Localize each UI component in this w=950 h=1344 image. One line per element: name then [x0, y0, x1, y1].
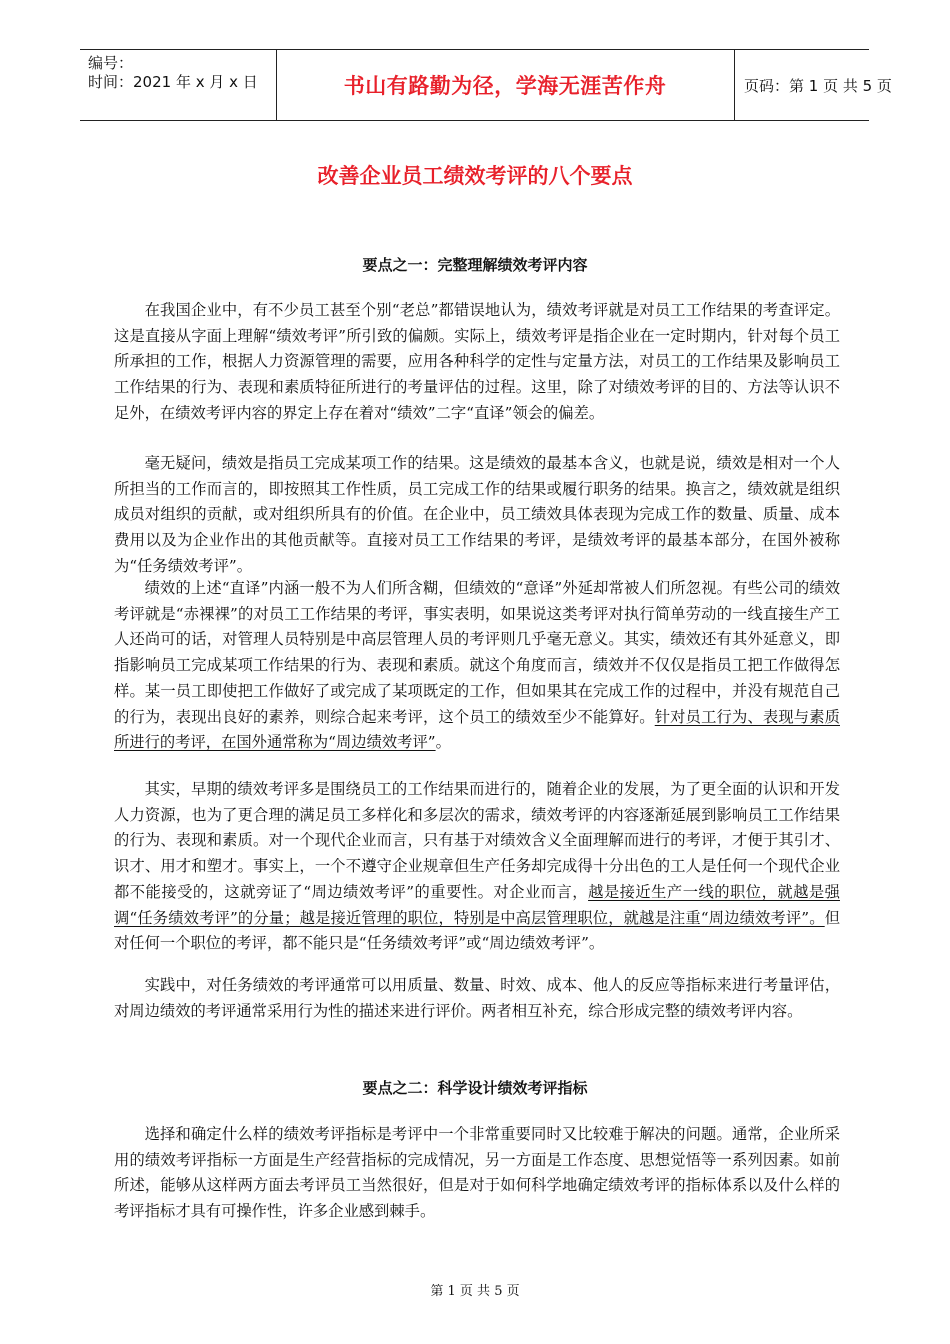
section1-heading: 要点之一：完整理解绩效考评内容	[362, 256, 588, 274]
paragraph: 毫无疑问，绩效是指员工完成某项工作的结果。这是绩效的最基本含义，也就是说，绩效是相对一个人所担当的工作而言的，即按照其工作性质，员工完成工作的结果或履行职务的结果。换言之，绩效就是组织成员对组织的贡献，或对组织所具有的价值。在企业中，员工绩效具体表现为完成工作的数量、质量、成本费用以及为企业作出的其他贡献等。直接对员工工作结果的考评，是绩效考评的最基本部分，在国外被称为“任务绩效考评”。	[114, 454, 840, 575]
header-motto: 书山有路勤为径，学海无涯苦作舟	[343, 74, 667, 98]
document-date-label: 时间：2021 年 x 月 x 日	[88, 73, 258, 91]
underlined-text: 针对员工行为、表现与素质所进行的考评，在国外通常称为“周边绩效考评”	[114, 707, 840, 752]
paragraph-text: 但对任何一个职位的考评，都不能只是“任务绩效考评”或“周边绩效考评”。	[114, 908, 840, 953]
underlined-text: 越是接近生产一线的职位，就越是强调“任务绩效考评”的分量；越是接近管理的职位，特别是中高层管理职位，就越是注重“周边绩效考评”。	[114, 882, 840, 927]
header-page-info: 页码：第 1 页 共 5 页	[744, 76, 892, 95]
page-header	[80, 49, 892, 121]
paragraph-text: 其实，早期的绩效考评多是围绕员工的工作结果而进行的，随着企业的发展，为了更全面的认识和开发人力资源，也为了更合理的满足员工多样化和多层次的需求，绩效考评的内容逐渐延展到影响员工工作结果的行为、表现和素质。对一个现代企业而言，只有基于对绩效含义全面理解而进行的考评，才便于其引才、识才、用才和塑才。事实上，一个不遵守企业规章但生产任务却完成得十分出色的工人是任何一个现代企业都不能接受的，这就旁证了“周边绩效考评”的重要性。对企业而言，	[114, 780, 840, 901]
paragraph	[114, 777, 840, 957]
paragraph	[114, 576, 840, 756]
paragraph: 选择和确定什么样的绩效考评指标是考评中一个非常重要同时又比较难于解决的问题。通常，企业所采用的绩效考评指标一方面是生产经营指标的完成情况，另一方面是工作态度、思想觉悟等一系列因素。如前所述，能够从这样两方面去考评员工当然很好，但是对于如何科学地确定绩效考评的指标体系以及什么样的考评指标才具有可操作性，许多企业感到棘手。	[114, 1125, 840, 1221]
section2-heading: 要点之二：科学设计绩效考评指标	[362, 1079, 588, 1097]
paragraph: 实践中，对任务绩效的考评通常可以用质量、数量、时效、成本、他人的反应等指标来进行考量评估，对周边绩效的考评通常采用行为性的描述来进行评价。两者相互补充，综合形成完整的绩效考评内容。	[114, 976, 840, 1020]
header-page-cell	[734, 50, 892, 120]
paragraph-text: 。	[435, 733, 451, 752]
header-meta-cell	[80, 50, 277, 120]
paragraph-text: 绩效的上述“直译”内涵一般不为人们所含糊，但绩效的“意译”外延却常被人们所忽视。有些公司的绩效考评就是“赤裸裸”的对员工工作结果的考评，事实表明，如果说这类考评对执行简单劳动的一线直接生产工人还尚可的话，对管理人员特别是中高层管理人员的考评则几乎毫无意义。其实，绩效还有其外延意义，即指影响员工完成某项工作结果的行为、表现和素质。就这个角度而言，绩效并不仅仅是指员工把工作做得怎样。某一员工即使把工作做好了或完成了某项既定的工作，但如果其在完成工作的过程中，并没有规范自己的行为，表现出良好的素养，则综合起来考评，这个员工的绩效至少不能算好。	[114, 579, 840, 726]
paragraph: 在我国企业中，有不少员工甚至个别“老总”都错误地认为，绩效考评就是对员工工作结果的考查评定。这是直接从字面上理解“绩效考评”所引致的偏颇。实际上，绩效考评是指企业在一定时期内，针对每个员工所承担的工作，根据人力资源管理的需要，应用各种科学的定性与定量方法，对员工的工作结果及影响员工工作结果的行为、表现和素质特征所进行的考量评估的过程。这里，除了对绩效考评的目的、方法等认识不足外，在绩效考评内容的界定上存在着对“绩效”二字“直译”领会的偏差。	[114, 301, 840, 422]
document-number-label: 编号：	[88, 54, 134, 72]
header-motto-cell	[276, 50, 735, 120]
document-title: 改善企业员工绩效考评的八个要点	[317, 164, 633, 188]
page-footer: 第 1 页 共 5 页	[430, 1284, 520, 1299]
